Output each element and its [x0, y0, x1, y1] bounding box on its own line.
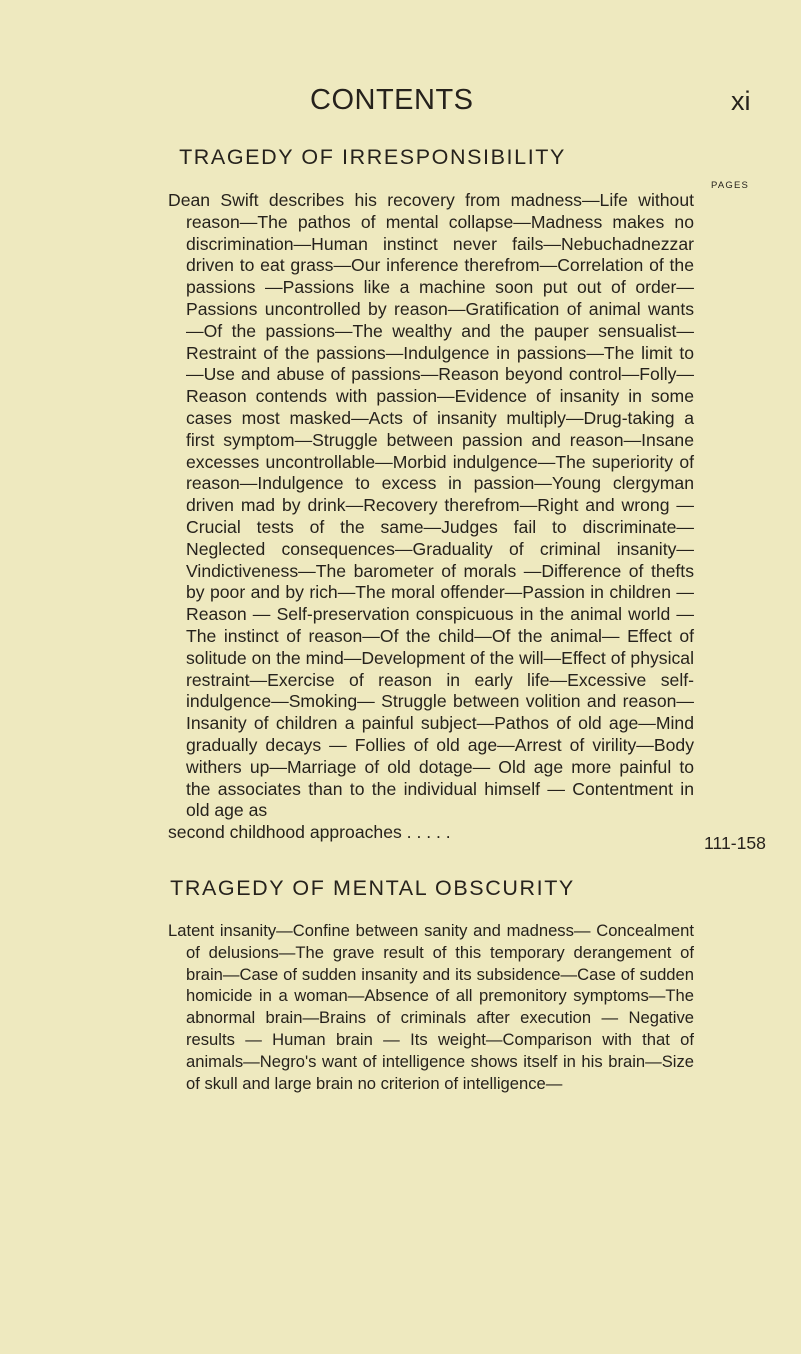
running-head [0, 84, 801, 124]
running-title: CONTENTS [310, 84, 474, 116]
section-heading-irresponsibility: TRAGEDY OF IRRESPONSIBILITY [179, 145, 566, 169]
page-number: xi [731, 86, 751, 116]
pages-column-label: PAGES [711, 180, 750, 191]
page-range-irresponsibility: 111-158 [704, 833, 766, 853]
synopsis-text: Latent insanity—Confine between sanity and madness— Concealment of delusions—The grave result of this temporary derangement of brain—Case of sudden insanity and its subsidence—Case of sudden homicide in a woman—Absence of all premonitory symptoms—The abnormal brain—Brains of criminals after execution — Negative results — Human brain — Its weight—Comparison with that of animals—Negro's want of intelligence shows itself in his brain—Size of skull and large brain no criterion of intelligence— [168, 921, 694, 1093]
synopsis-text: Dean Swift describes his recovery from madness—Life without reason—The pathos of mental collapse—Madness makes no discrimination—Human instinct never fails—Nebuchadnezzar driven to eat grass—Our inference therefrom—Correlation of the passions —Passions like a machine soon put out of order—Passions uncontrolled by reason—Gratification of animal wants—Of the passions—The wealthy and the pauper sensualist—Restraint of the passions—Indulgence in passions—The limit to—Use and abuse of passions—Reason beyond control—Folly—Reason contends with passion—Evidence of insanity in some cases most masked—Acts of insanity multiply—Drug-taking a first symptom—Struggle between passion and reason—Insane excesses uncontrollable—Morbid indulgence—The superiority of reason—Indulgence to excess in passion—Young clergyman driven mad by drink—Recovery therefrom—Right and wrong —Crucial tests of the same—Judges fail to discriminate—Neglected consequences—Graduality of criminal insanity—Vindictiveness—The barometer of morals —Difference of thefts by poor and by rich—The moral offender—Passion in children — Reason — Self-preservation conspicuous in the animal world — The instinct of reason—Of the child—Of the animal— Effect of solitude on the mind—Development of the will—Effect of physical restraint—Exercise of reason in early life—Excessive self-indulgence—Smoking— Struggle between volition and reason—Insanity of children a painful subject—Pathos of old age—Mind gradually decays — Follies of old age—Arrest of virility—Body withers up—Marriage of old dotage— Old age more painful to the associates than to the individual himself — Contentment in old age as [168, 190, 694, 821]
synopsis-last-line: second childhood approaches . . . . . [168, 822, 451, 843]
section-heading-mental-obscurity: TRAGEDY OF MENTAL OBSCURITY [170, 876, 575, 900]
section-synopsis-irresponsibility [168, 190, 694, 844]
section-synopsis-mental-obscurity [168, 920, 694, 1094]
